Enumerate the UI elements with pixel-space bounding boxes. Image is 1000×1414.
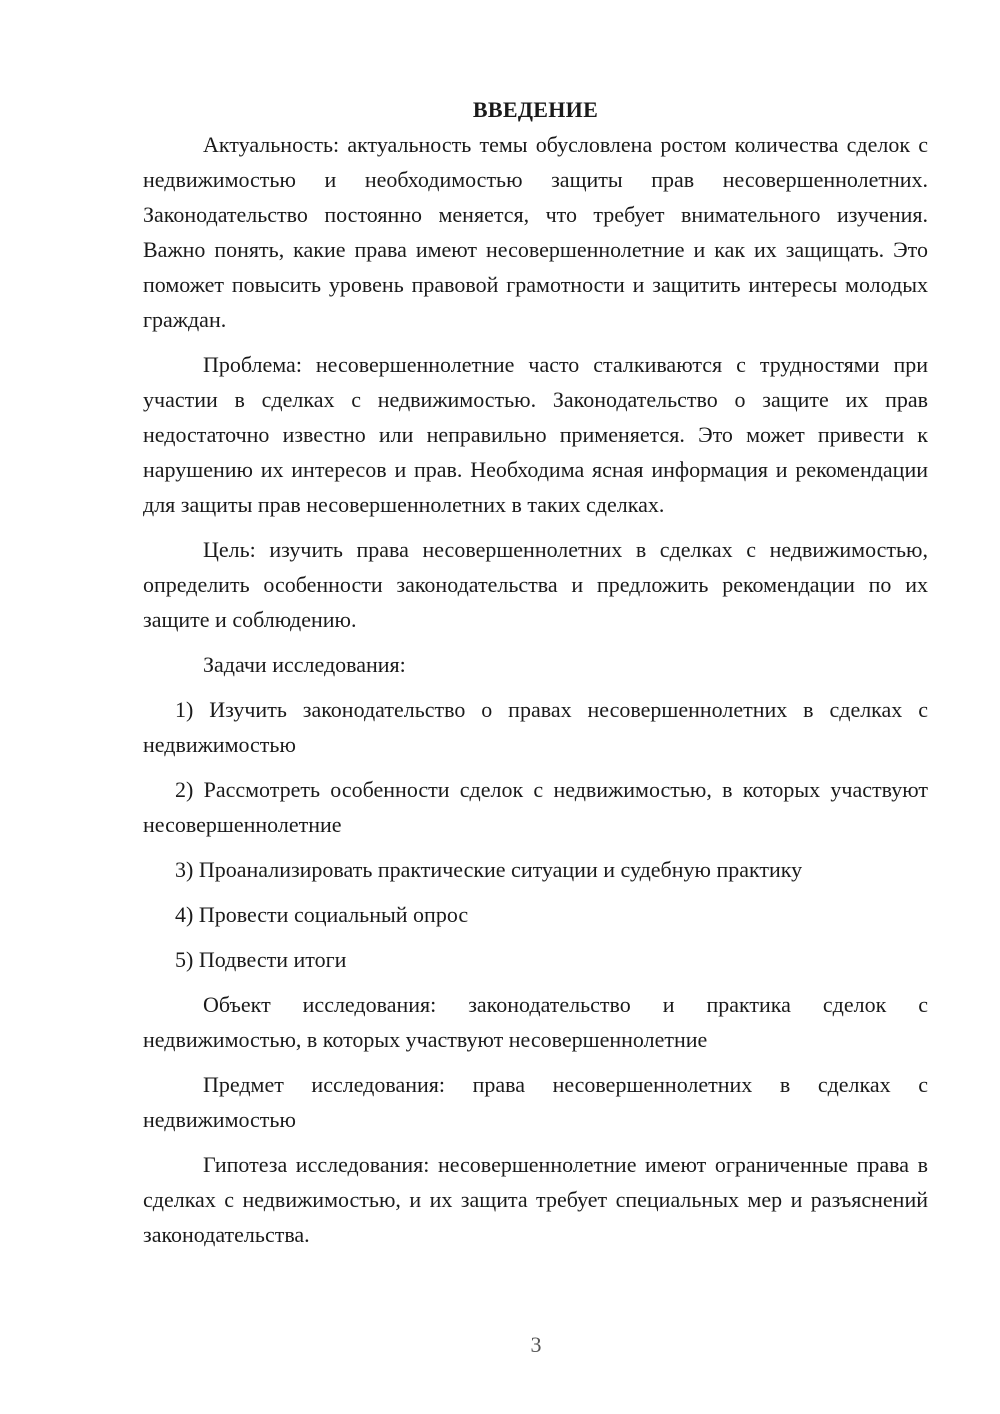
paragraph-tasks-heading: Задачи исследования:: [203, 652, 406, 677]
list-item-task-4: 4) Провести социальный опрос: [175, 902, 469, 927]
paragraph-problem: Проблема: несовершеннолетние часто сталкиваются с трудностями при участии в сделках с недвижимостью. Законодательство о защите их прав недостаточно известно или неправильно применяется. Это может привести к нарушению их интересов и прав. Необходима ясная информация и рекомендации для защиты прав несовершеннолетних в таких сделках.: [143, 352, 928, 517]
list-item-task-2: 2) Рассмотреть особенности сделок с недвижимостью, в которых участвуют несовершеннолетние: [143, 777, 928, 837]
document-page: [143, 92, 928, 1252]
paragraph-object: Объект исследования: законодательство и практика сделок с недвижимостью, в которых участвуют несовершеннолетние: [143, 992, 928, 1052]
paragraph-relevance: Актуальность: актуальность темы обусловлена ростом количества сделок с недвижимостью и необходимостью защиты прав несовершеннолетних. Законодательство постоянно меняется, что требует внимательного изучения. Важно понять, какие права имеют несовершеннолетние и как их защищать. Это поможет повысить уровень правовой грамотности и защитить интересы молодых граждан.: [143, 132, 928, 332]
list-item-task-1: 1) Изучить законодательство о правах несовершеннолетних в сделках с недвижимостью: [143, 697, 928, 757]
page-number: 3: [530, 1332, 542, 1357]
section-title: ВВЕДЕНИЕ: [472, 97, 599, 122]
paragraph-subject: Предмет исследования: права несовершеннолетних в сделках с недвижимостью: [143, 1072, 928, 1132]
paragraph-hypothesis: Гипотеза исследования: несовершеннолетние имеют ограниченные права в сделках с недвижимостью, и их защита требует специальных мер и разъяснений законодательства.: [143, 1152, 928, 1247]
paragraph-goal: Цель: изучить права несовершеннолетних в сделках с недвижимостью, определить особенности законодательства и предложить рекомендации по их защите и соблюдению.: [143, 537, 928, 632]
list-item-task-3: 3) Проанализировать практические ситуации и судебную практику: [175, 857, 803, 882]
list-item-task-5: 5) Подвести итоги: [175, 947, 347, 972]
